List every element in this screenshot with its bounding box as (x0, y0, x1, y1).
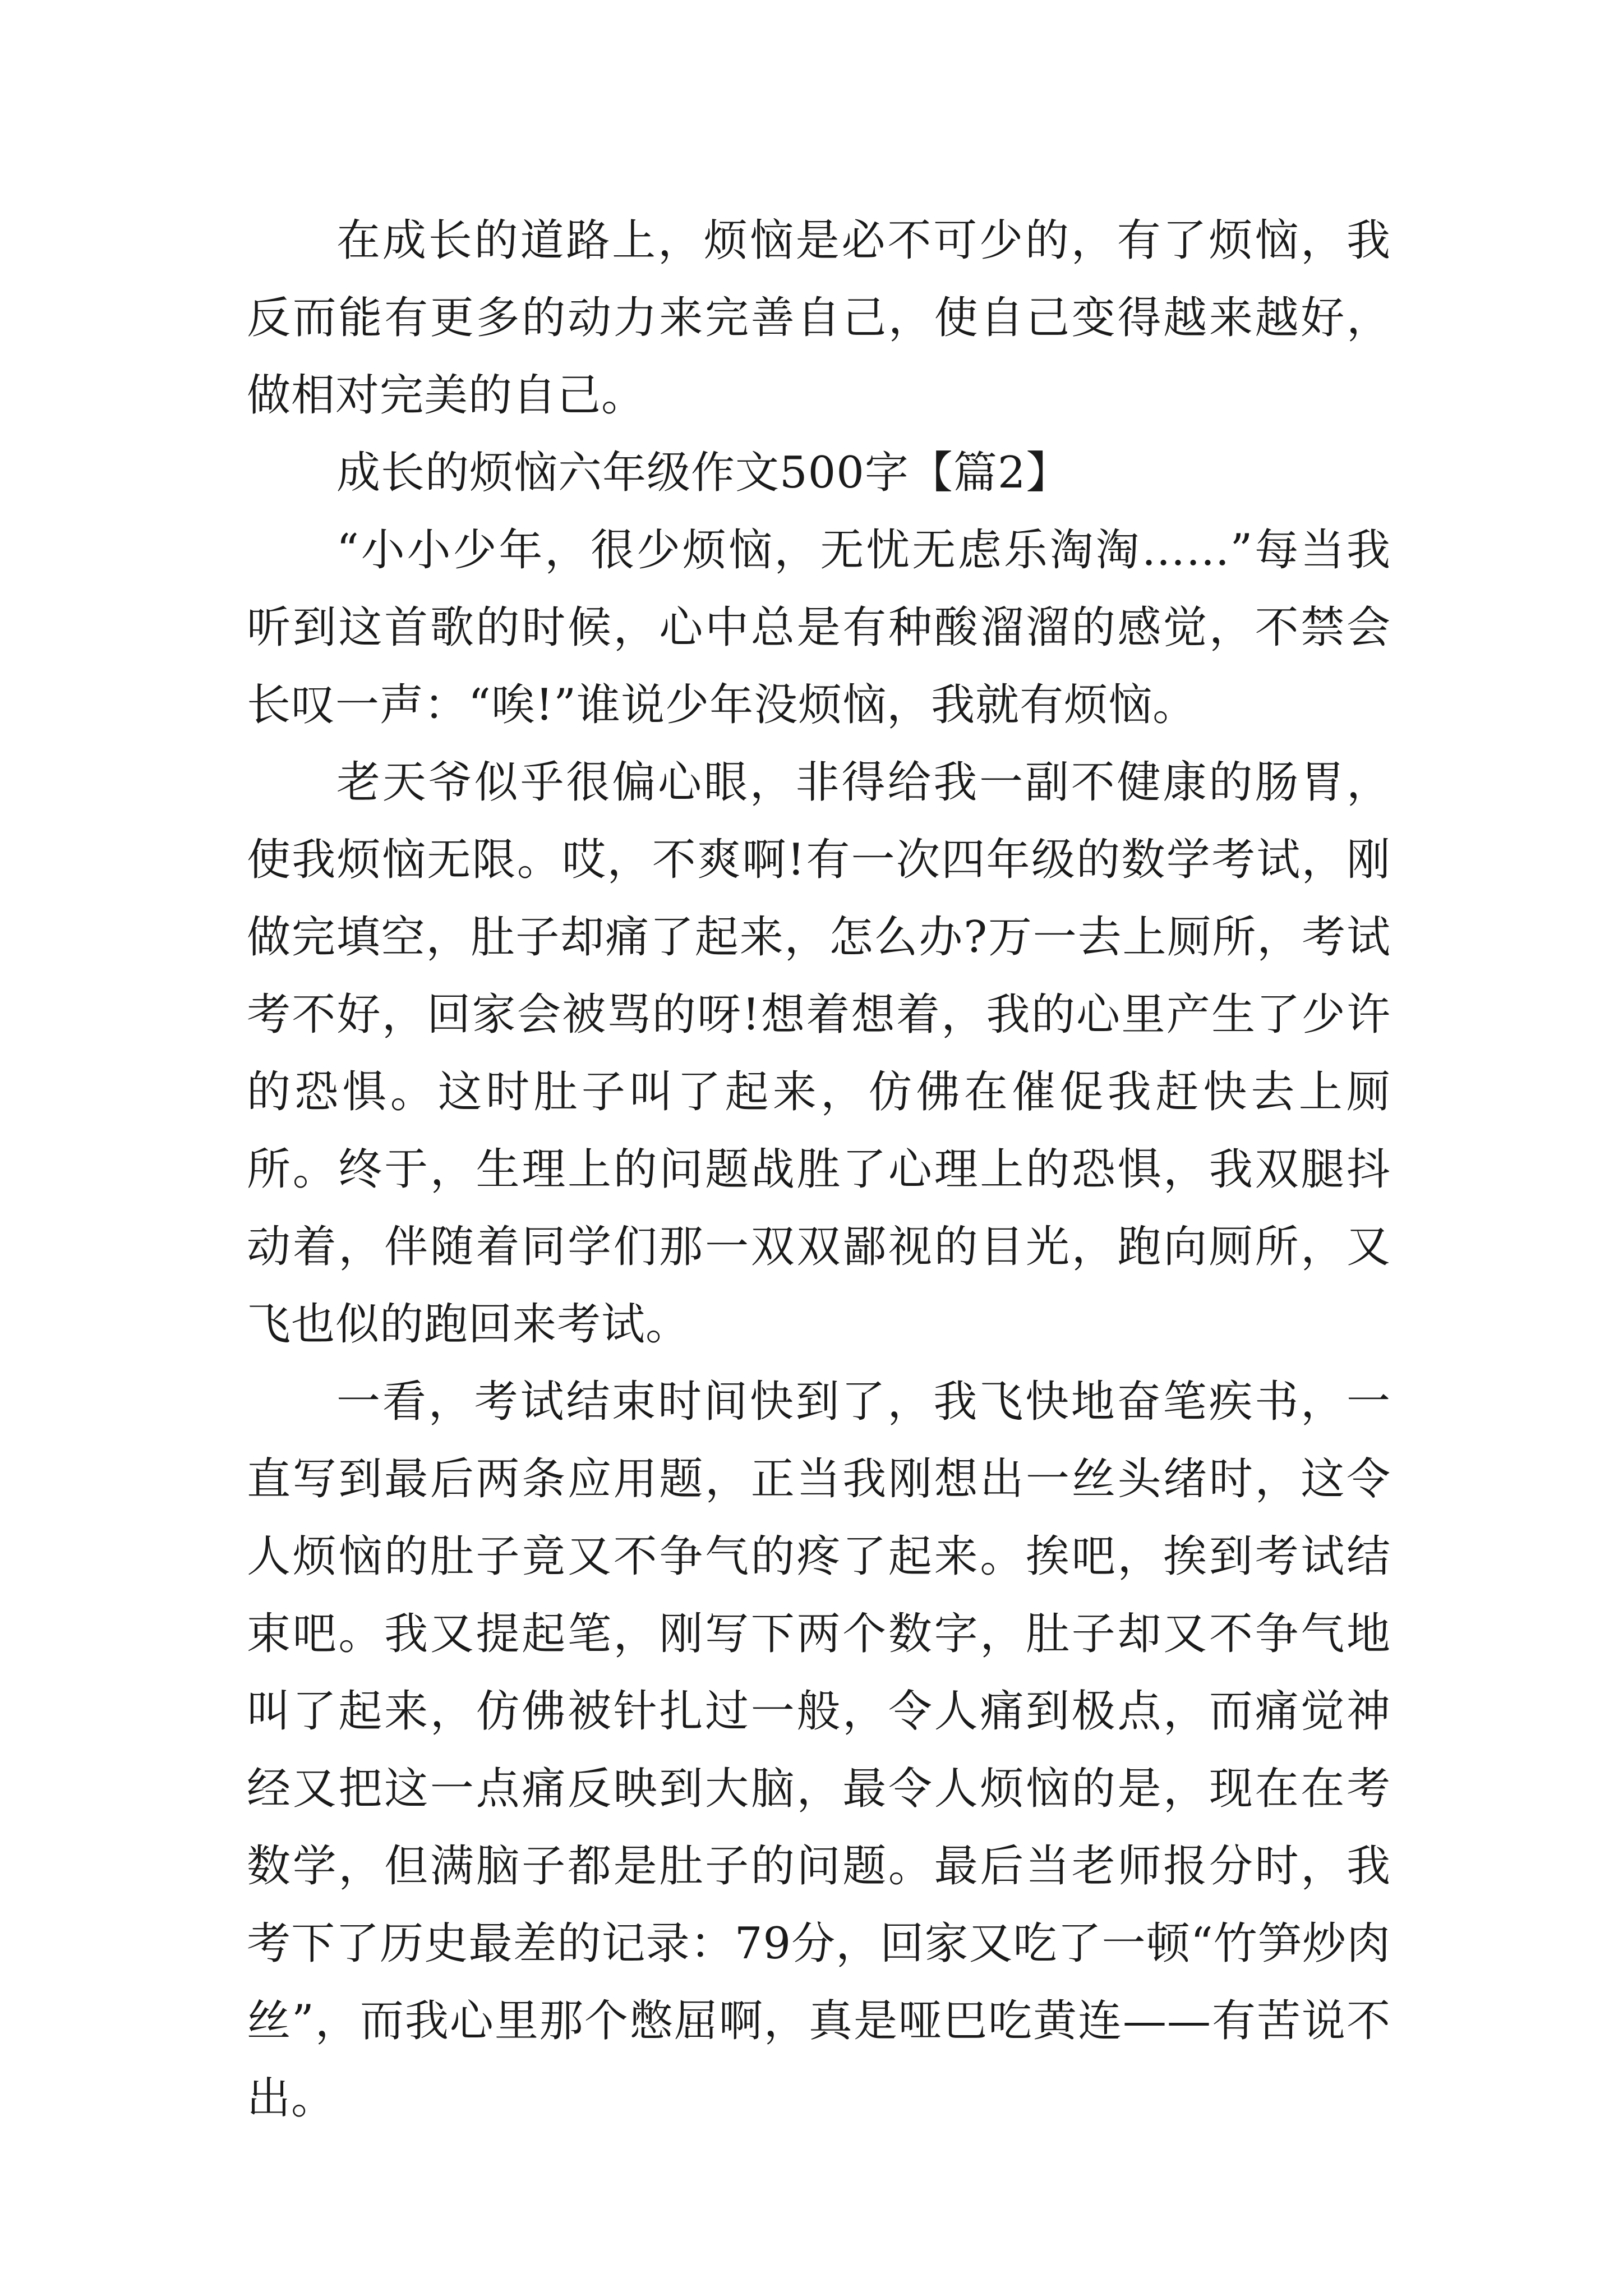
document-body (247, 202, 1391, 2137)
paragraph-exam-ending: 一看，考试结束时间快到了，我飞快地奋笔疾书，一直写到最后两条应用题，正当我刚想出一丝头绪时，这令人烦恼的肚子竟又不争气的疼了起来。挨吧，挨到考试结束吧。我又提起笔，刚写下两个数字，肚子却又不争气地叫了起来，仿佛被针扎过一般，令人痛到极点，而痛觉神经又把这一点痛反映到大脑，最令人烦恼的是，现在在考数学，但满脑子都是肚子的问题。最后当老师报分时，我考下了历史最差的记录：79分，回家又吃了一顿“竹笋炒肉丝”，而我心里那个憋屈啊，真是哑巴吃黄连——有苦说不出。 (247, 1377, 1391, 2124)
paragraph-exam-story: 老天爷似乎很偏心眼，非得给我一副不健康的肠胃，使我烦恼无限。哎，不爽啊!有一次四年级的数学考试，刚做完填空，肚子却痛了起来，怎么办?万一去上厕所，考试考不好，回家会被骂的呀!想着想着，我的心里产生了少许的恐惧。这时肚子叫了起来，仿佛在催促我赶快去上厕所。终于，生理上的问题战胜了心理上的恐惧，我双腿抖动着，伴随着同学们那一双双鄙视的目光，跑向厕所，又飞也似的跑回来考试。 (247, 757, 1391, 1350)
paragraph-intro: “小小少年，很少烦恼，无忧无虑乐淘淘……”每当我听到这首歌的时候，心中总是有种酸溜溜的感觉，不禁会长叹一声：“唉!”谁说少年没烦恼，我就有烦恼。 (247, 525, 1391, 730)
section-heading: 成长的烦恼六年级作文500字【篇2】 (336, 448, 1071, 498)
paragraph-conclusion: 在成长的道路上，烦恼是必不可少的，有了烦恼，我反而能有更多的动力来完善自己，使自己变得越来越好，做相对完美的自己。 (247, 215, 1391, 421)
